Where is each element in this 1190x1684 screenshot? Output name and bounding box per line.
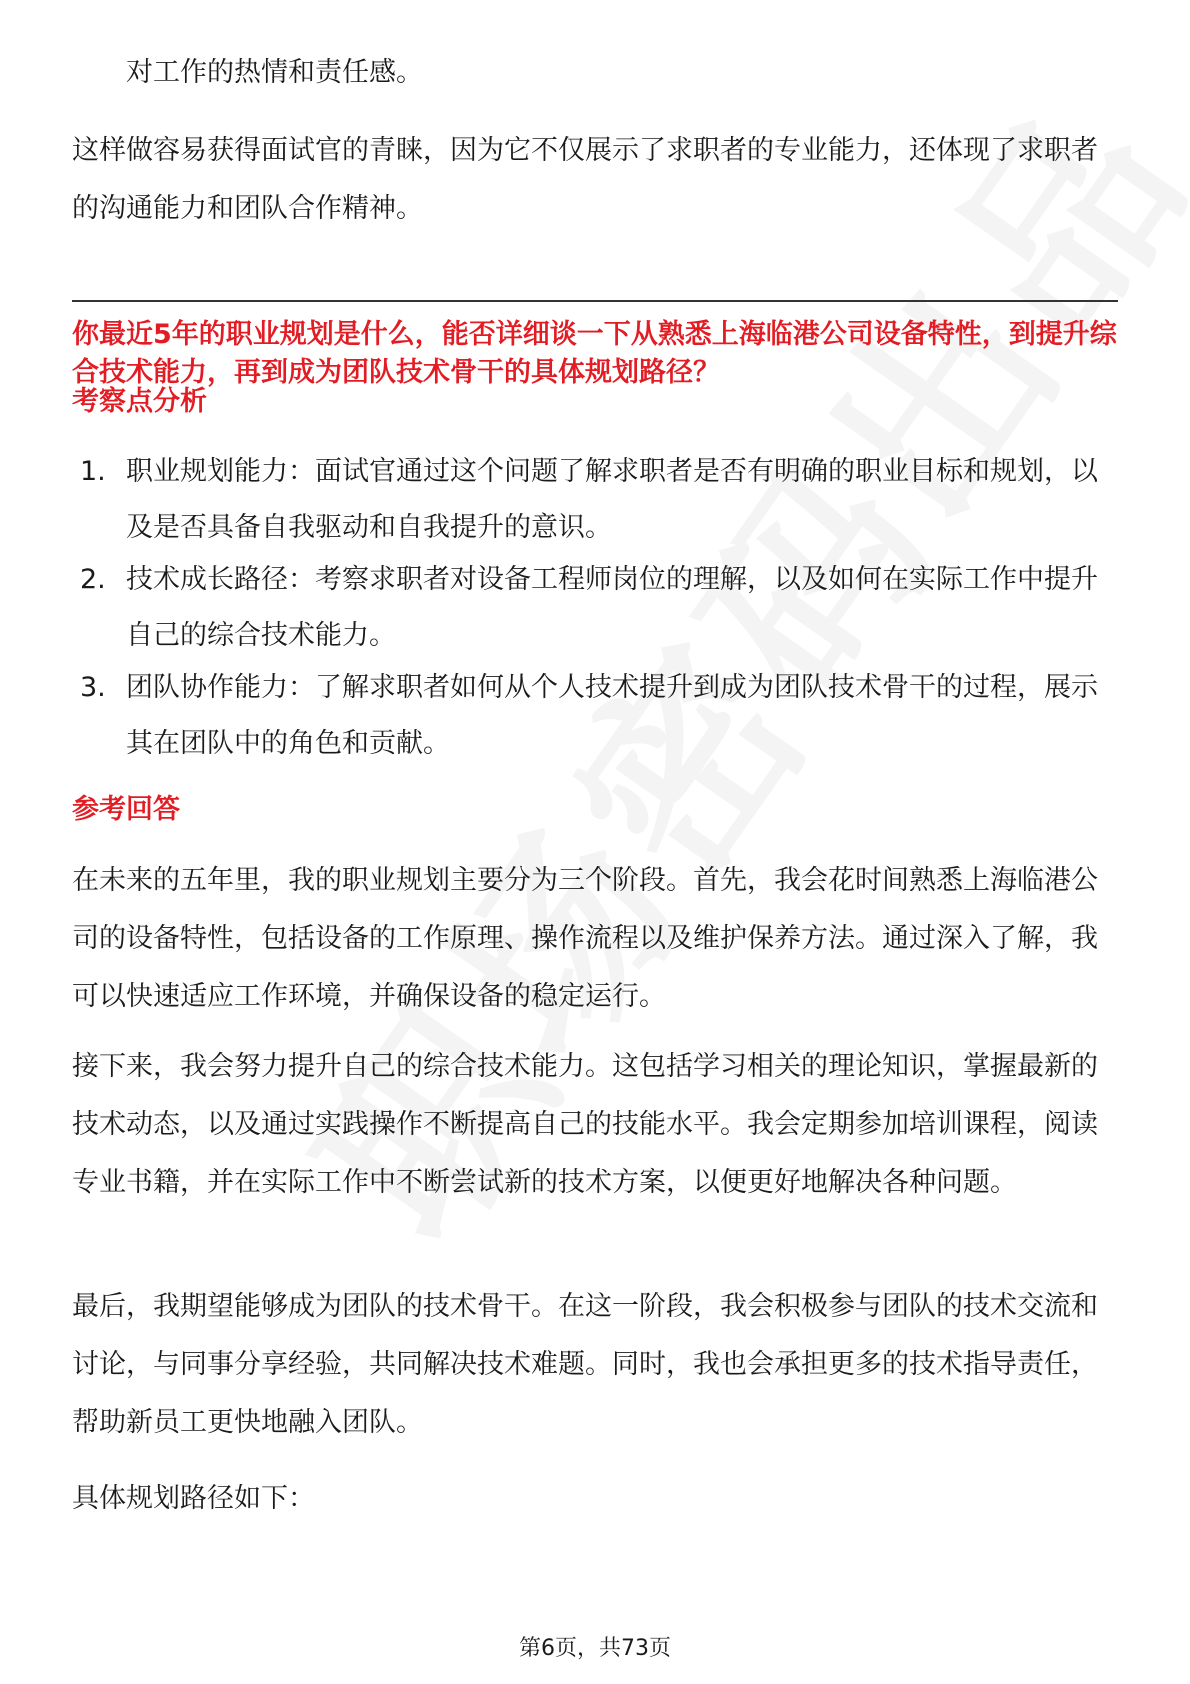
- list-text: 团队协作能力：了解求职者如何从个人技术提升到成为团队技术骨干的过程，展示其在团队中的角色和贡献。: [126, 672, 1098, 759]
- answer-paragraph: 接下来，我会努力提升自己的综合技术能力。这包括学习相关的理论知识，掌握最新的技术动态，以及通过实践操作不断提高自己的技能水平。我会定期参加培训课程，阅读专业书籍，并在实际工作中不断尝试新的技术方案，以便更好地解决各种问题。: [72, 1051, 1098, 1198]
- answer-paragraph: 在未来的五年里，我的职业规划主要分为三个阶段。首先，我会花时间熟悉上海临港公司的设备特性，包括设备的工作原理、操作流程以及维护保养方法。通过深入了解，我可以快速适应工作环境，并确保设备的稳定运行。: [72, 865, 1098, 1012]
- answer-heading: 参考回答: [72, 794, 180, 825]
- intro-paragraph: 这样做容易获得面试官的青睐，因为它不仅展示了求职者的专业能力，还体现了求职者的沟通能力和团队合作精神。: [72, 135, 1098, 224]
- question-heading: 你最近5年的职业规划是什么，能否详细谈一下从熟悉上海临港公司设备特性，到提升综合技术能力，再到成为团队技术骨干的具体规划路径？: [72, 319, 1117, 388]
- list-text: 技术成长路径：考察求职者对设备工程师岗位的理解，以及如何在实际工作中提升自己的综合技术能力。: [126, 564, 1098, 651]
- list-number: 2.: [80, 564, 106, 595]
- path-intro: 具体规划路径如下：: [72, 1483, 315, 1514]
- continuation-text: 对工作的热情和责任感。: [126, 57, 423, 88]
- list-number: 1.: [80, 456, 106, 487]
- section-divider: [72, 300, 1118, 302]
- page-number: 第6页，共73页: [519, 1636, 671, 1661]
- analysis-heading: 考察点分析: [72, 386, 207, 417]
- list-number: 3.: [80, 672, 106, 703]
- list-text: 职业规划能力：面试官通过这个问题了解求职者是否有明确的职业目标和规划，以及是否具备自我驱动和自我提升的意识。: [126, 456, 1098, 543]
- answer-paragraph: 最后，我期望能够成为团队的技术骨干。在这一阶段，我会积极参与团队的技术交流和讨论，与同事分享经验，共同解决技术难题。同时，我也会承担更多的技术指导责任，帮助新员工更快地融入团队。: [72, 1291, 1098, 1438]
